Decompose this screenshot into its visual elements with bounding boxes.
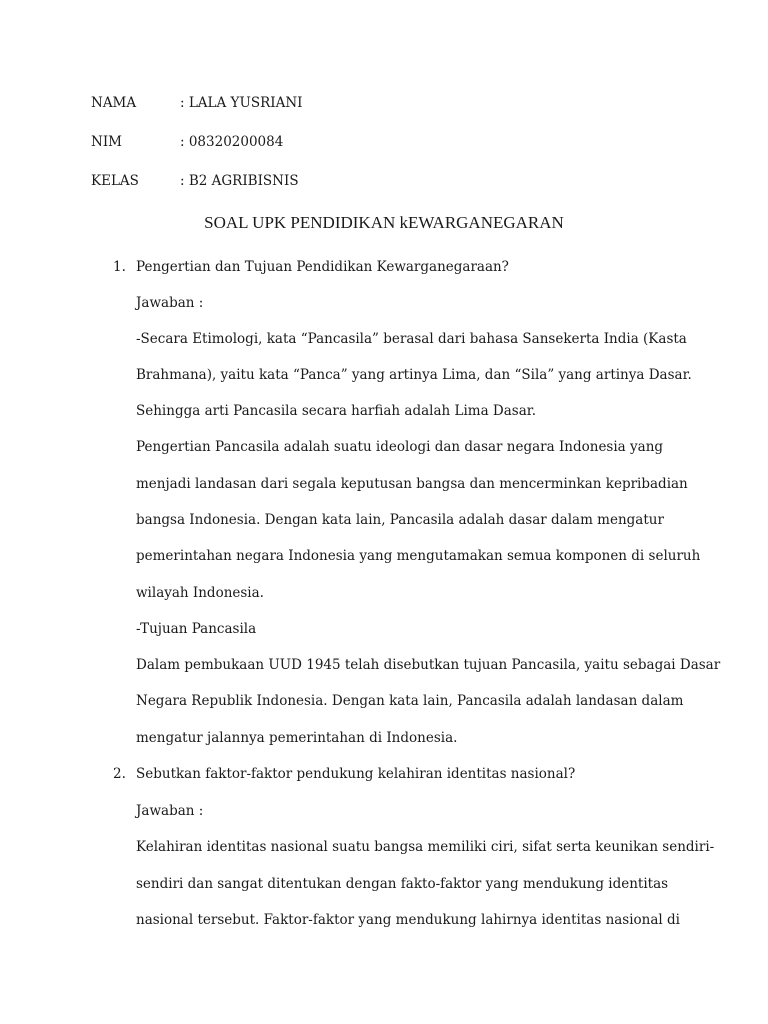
question-number: 2.	[113, 766, 126, 782]
answer-line: Dalam pembukaan UUD 1945 telah disebutkan tujuan Pancasila, yaitu sebagai Dasar	[136, 657, 721, 673]
answer-line: Negara Republik Indonesia. Dengan kata lain, Pancasila adalah landasan dalam	[136, 693, 684, 709]
question-text: Pengertian dan Tujuan Pendidikan Kewarganegaraan?	[136, 259, 509, 275]
answer-line: pemerintahan negara Indonesia yang mengutamakan semua komponen di seluruh	[136, 548, 701, 564]
answer-label: Jawaban :	[136, 803, 204, 819]
answer-line: wilayah Indonesia.	[136, 585, 264, 601]
name-value: : LALA YUSRIANI	[180, 95, 303, 111]
question-number: 1.	[113, 259, 126, 275]
answer-line: nasional tersebut. Faktor-faktor yang mendukung lahirnya identitas nasional di	[136, 912, 680, 928]
answer-line: -Tujuan Pancasila	[136, 621, 257, 637]
answer-line: mengatur jalannya pemerintahan di Indonesia.	[136, 730, 458, 746]
answer-line: menjadi landasan dari segala keputusan bangsa dan mencerminkan kepribadian	[136, 476, 688, 492]
answer-line: Pengertian Pancasila adalah suatu ideologi dan dasar negara Indonesia yang	[136, 439, 664, 455]
answer-line: Kelahiran identitas nasional suatu bangsa memiliki ciri, sifat serta keunikan sendiri-	[136, 839, 715, 855]
kelas-label: KELAS	[91, 173, 139, 189]
answer-line: -Secara Etimologi, kata “Pancasila” berasal dari bahasa Sansekerta India (Kasta	[136, 331, 687, 347]
answer-line: Sehingga arti Pancasila secara harfiah adalah Lima Dasar.	[136, 403, 537, 419]
answer-line: sendiri dan sangat ditentukan dengan fakto-faktor yang mendukung identitas	[136, 876, 669, 892]
nim-label: NIM	[91, 134, 122, 150]
answer-label: Jawaban :	[136, 295, 204, 311]
name-label: NAMA	[91, 95, 137, 111]
answer-line: bangsa Indonesia. Dengan kata lain, Pancasila adalah dasar dalam mengatur	[136, 512, 664, 528]
answer-line: Brahmana), yaitu kata “Panca” yang artinya Lima, dan “Sila” yang artinya Dasar.	[136, 367, 692, 383]
question-text: Sebutkan faktor-faktor pendukung kelahiran identitas nasional?	[136, 766, 576, 782]
kelas-value: : B2 AGRIBISNIS	[180, 173, 299, 189]
document-title: SOAL UPK PENDIDIKAN kEWARGANEGARAN	[204, 213, 564, 232]
nim-value: : 08320200084	[180, 134, 284, 150]
